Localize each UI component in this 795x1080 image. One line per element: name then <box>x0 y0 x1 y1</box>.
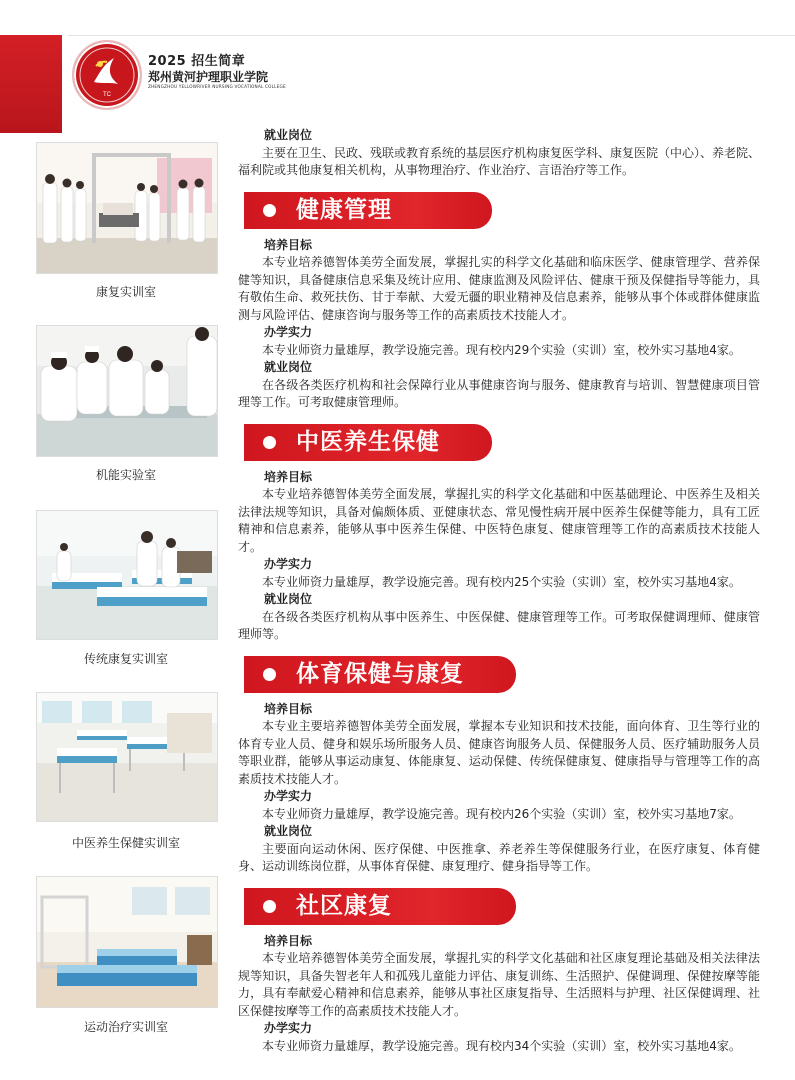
section-heading-jobs: 就业岗位 <box>264 824 313 838</box>
section-heading-goal: 培养目标 <box>264 701 313 716</box>
section-title: 中医养生保健 <box>296 428 440 455</box>
photo-caption: 中医养生保健实训室 <box>71 836 180 850</box>
section-title: 健康管理 <box>296 196 392 223</box>
section-banner-health-management <box>244 192 492 229</box>
header-red-tab <box>0 35 62 133</box>
section-body-goal: 本专业主要培养德智体美劳全面发展，掌握本专业知识和技术技能，面向体育、卫生等行业的体育专业人员、健身和娱乐场所服务人员、健康咨询服务人员、保健服务人员、医疗辅助服务人员等职业群，能够从事运动康复、体能康复、运动保健、传统保健康复、健康指导与管理等工作的高素质技术技能人才。 <box>238 719 760 786</box>
section-banner-sports-rehab <box>244 656 516 693</box>
section-heading-strength: 办学实力 <box>264 557 313 571</box>
section-body-strength: 本专业师资力量雄厚，教学设施完善。现有校内34个实验（实训）室，校外实习基地4家。 <box>262 1038 741 1053</box>
section-heading-strength: 办学实力 <box>264 325 313 339</box>
section-body-jobs: 主要在卫生、民政、残联或教育系统的基层医疗机构康复医学科、康复医院（中心）、养老院、福利院或其他康复相关机构，从事物理治疗、作业治疗、言语治疗等工作。 <box>238 145 761 177</box>
section-title: 体育保健与康复 <box>296 660 464 687</box>
photo-caption: 传统康复实训室 <box>83 652 168 666</box>
photo-rehab-training-room <box>36 142 218 274</box>
brochure-title: 2025 招生简章 <box>148 54 246 69</box>
photo-caption: 机能实验室 <box>95 468 156 482</box>
section-banner-community-rehab <box>244 888 516 925</box>
section-body-goal: 本专业培养德智体美劳全面发展，掌握扎实的科学文化基础和临床医学、健康管理学、营养保健等知识，具备健康信息采集及统计应用、健康监测及风险评估、健康干预及保健指导等能力，具有敬佑生命、救死扶伤、甘于奉献、大爱无疆的职业精神及信息素养，能够从事个体或群体健康监测与风险评估、健康咨询与服务等工作的高素质技术技能人才。 <box>238 255 760 322</box>
header-rule <box>68 35 795 36</box>
logo-text: TC <box>103 92 111 98</box>
section-body-strength: 本专业师资力量雄厚，教学设施完善。现有校内25个实验（实训）室，校外实习基地4家。 <box>262 574 741 589</box>
section-body-jobs: 主要面向运动休闲、医疗保健、中医推拿、养老养生等保健服务行业，在医疗康复、体育健身、运动训练岗位群，从事体育保健、康复理疗、健身指导等工作。 <box>238 841 760 873</box>
content-column <box>238 127 760 1055</box>
school-name-english: ZHENGZHOU YELLOWRIVER NURSING VOCATIONAL COLLEGE <box>148 84 286 89</box>
section-heading-jobs: 就业岗位 <box>264 360 313 374</box>
photo-caption: 康复实训室 <box>95 285 156 299</box>
section-body-strength: 本专业师资力量雄厚，教学设施完善。现有校内26个实验（实训）室，校外实习基地7家。 <box>262 806 741 821</box>
photo-traditional-rehab-room <box>36 510 218 640</box>
section-body-strength: 本专业师资力量雄厚，教学设施完善。现有校内29个实验（实训）室，校外实习基地4家。 <box>262 342 741 357</box>
section-body-jobs: 在各级各类医疗机构和社会保障行业从事健康咨询与服务、健康教育与培训、智慧健康项目管理等工作。可考取健康管理师。 <box>238 377 760 409</box>
photo-tcm-health-room <box>36 692 218 822</box>
bullet-dot-icon <box>263 436 276 449</box>
bullet-dot-icon <box>263 204 276 217</box>
section-body-jobs: 在各级各类医疗机构从事中医养生、中医保健、健康管理等工作。可考取保健调理师、健康管理师等。 <box>238 609 760 641</box>
section-title: 社区康复 <box>296 892 392 919</box>
section-heading-goal: 培养目标 <box>264 469 313 484</box>
section-heading-strength: 办学实力 <box>264 789 313 803</box>
school-logo-icon <box>72 40 142 110</box>
section-heading-strength: 办学实力 <box>264 1021 313 1035</box>
bullet-dot-icon <box>263 900 276 913</box>
photo-physiology-lab <box>36 325 218 457</box>
photo-sports-therapy-room <box>36 876 218 1008</box>
section-heading-jobs: 就业岗位 <box>264 128 313 142</box>
section-heading-goal: 培养目标 <box>264 933 313 948</box>
section-banner-tcm-health <box>244 424 492 461</box>
photo-caption: 运动治疗实训室 <box>83 1020 168 1034</box>
bullet-dot-icon <box>263 668 276 681</box>
section-heading-jobs: 就业岗位 <box>264 592 313 606</box>
section-body-goal: 本专业培养德智体美劳全面发展，掌握扎实的科学文化基础和社区康复理论基础及相关法律法规等知识，具备失智老年人和孤残儿童能力评估、康复训练、生活照护、保健调理、保健按摩等能力，具有奉献爱心精神和信息素养，能够从事社区康复指导、生活照料与护理、社区保健调理、社区保健按摩等工作的高素质技术技能人才。 <box>238 951 760 1018</box>
section-body-goal: 本专业培养德智体美劳全面发展，掌握扎实的科学文化基础和中医基础理论、中医养生及相关法律法规等知识，具备对偏颇体质、亚健康状态、常见慢性病开展中医养生保健等能力，具有工匠精神和信息素养，能够从事中医养生保健、中医特色康复、健康管理等工作的高素质技术技能人才。 <box>238 487 760 554</box>
section-heading-goal: 培养目标 <box>264 237 313 252</box>
school-name: 郑州黄河护理职业学院 <box>148 70 269 84</box>
